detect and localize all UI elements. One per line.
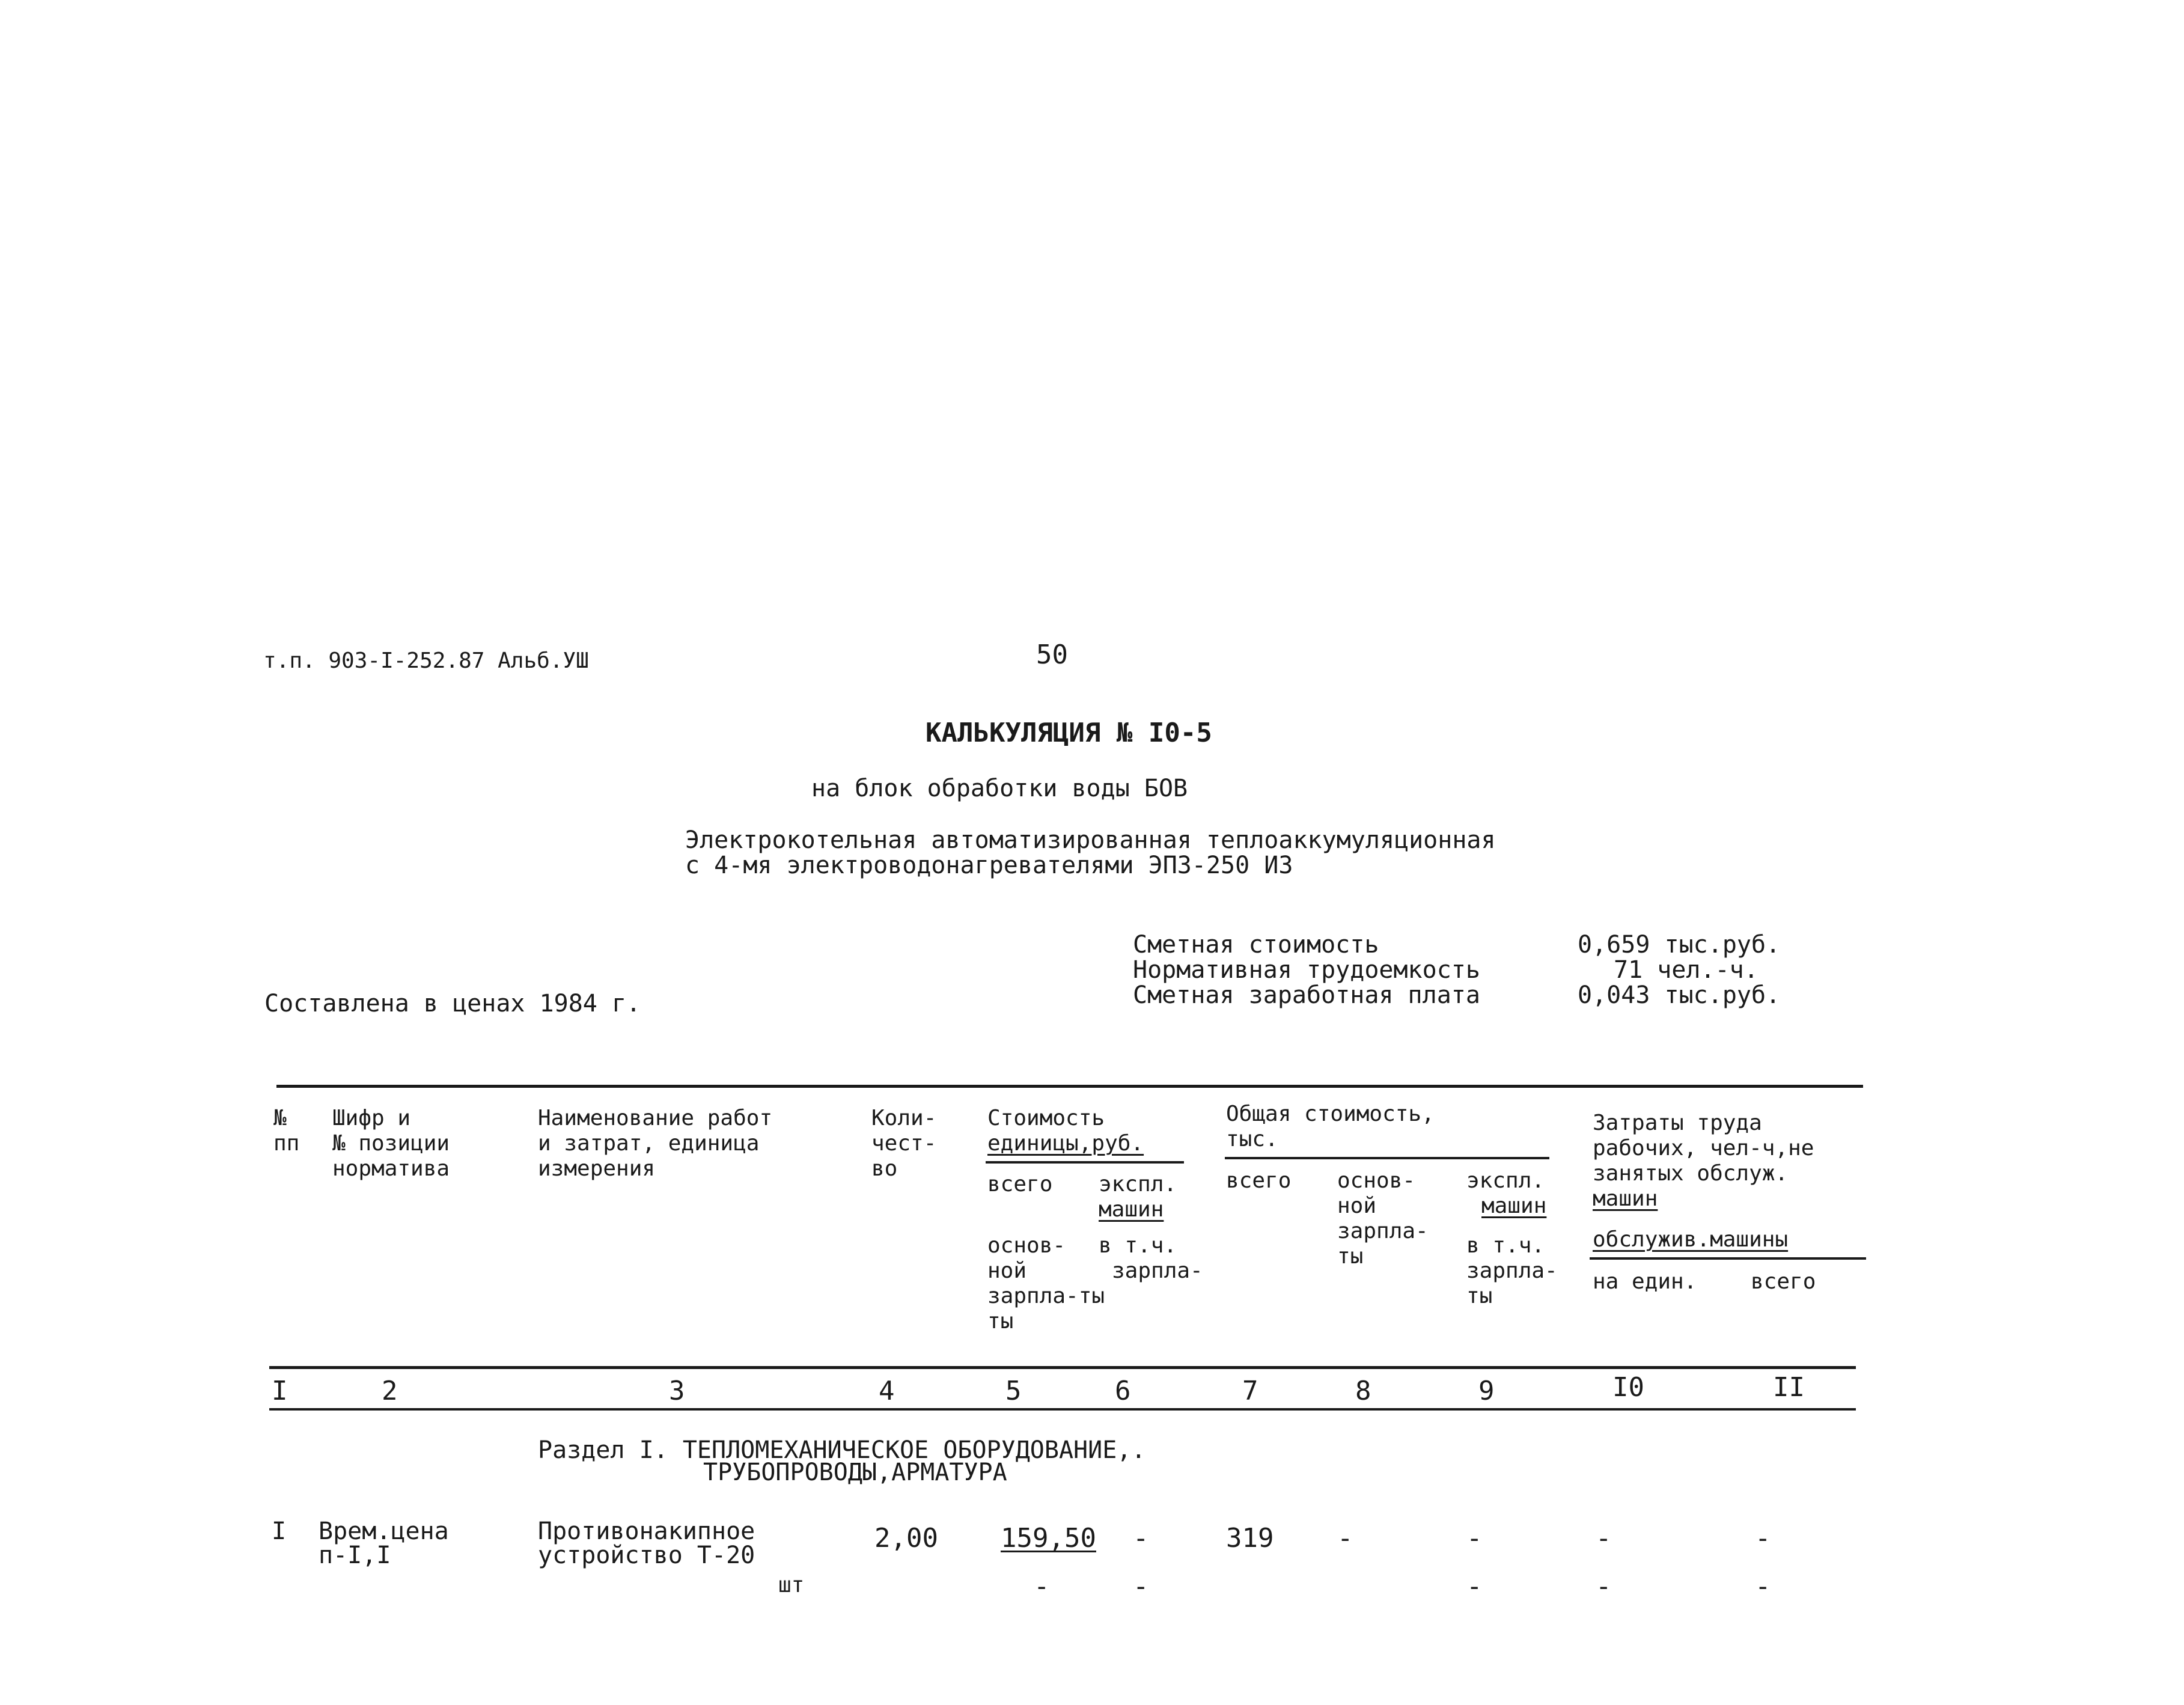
column-number: 9 <box>1478 1376 1495 1406</box>
section-title-line-2: ТРУБОПРОВОДЫ,АРМАТУРА <box>703 1459 1007 1486</box>
row-name-line-1: Противонакипное <box>538 1517 755 1545</box>
header-total-cost-title-2: тыс. <box>1226 1127 1278 1151</box>
header-code-line-1: Шифр и <box>332 1106 411 1130</box>
description-line-2: с 4-мя электроводонагревателями ЭПЗ-250 ИЗ <box>685 852 1293 879</box>
header-total-cost-incl-3: ты <box>1466 1284 1493 1308</box>
header-bottom-rule <box>269 1366 1856 1369</box>
column-number: II <box>1773 1372 1805 1403</box>
table-top-rule <box>276 1085 1863 1088</box>
column-number: I0 <box>1612 1372 1644 1403</box>
row-num: I <box>272 1517 287 1545</box>
row-unit-incl: - <box>1133 1571 1149 1602</box>
row-labor-total-machines: - <box>1755 1571 1771 1602</box>
header-unit-cost-title-1: Стоимость <box>987 1106 1105 1130</box>
header-unit-cost-base-3: зарпла-ты <box>987 1284 1105 1308</box>
header-total-cost-total: всего <box>1226 1168 1292 1193</box>
header-labor-title-1: Затраты труда <box>1593 1111 1762 1135</box>
header-total-cost-mach-2: машин <box>1481 1194 1547 1218</box>
row-unit-mach: - <box>1133 1523 1149 1554</box>
header-total-cost-base-4: ты <box>1337 1244 1364 1269</box>
row-total-incl: - <box>1466 1571 1483 1602</box>
header-labor-machines: обслужив.машины <box>1593 1227 1789 1252</box>
document-code: т.п. 903-I-252.87 Альб.УШ <box>263 648 589 673</box>
header-unit-cost-mach-1: экспл. <box>1099 1172 1177 1197</box>
header-labor-unit: на един. <box>1593 1269 1697 1294</box>
header-name-line-3: измерения <box>538 1156 656 1181</box>
header-unit-cost-incl-3: ты <box>987 1309 1014 1334</box>
header-unit-cost-title-2: единицы,руб. <box>987 1131 1144 1156</box>
column-numbers-rule <box>269 1408 1856 1411</box>
labor-rule <box>1590 1257 1866 1260</box>
column-number: 3 <box>669 1376 685 1406</box>
header-qty-line-3: во <box>871 1156 898 1181</box>
header-code-line-3: норматива <box>332 1156 450 1181</box>
column-number: I <box>272 1376 288 1406</box>
header-unit-cost-base-2: ной <box>987 1258 1027 1283</box>
header-labor-total: всего <box>1751 1269 1816 1294</box>
header-total-cost-base-2: ной <box>1337 1194 1377 1218</box>
summary-label-labor: Нормативная трудоемкость <box>1133 956 1480 984</box>
summary-label-wage: Сметная заработная плата <box>1133 981 1480 1009</box>
header-qty-line-2: чест- <box>871 1131 937 1156</box>
summary-value-labor: 71 чел.-ч. <box>1614 956 1758 984</box>
compiled-note: Составлена в ценах 1984 г. <box>264 990 641 1017</box>
column-number: 4 <box>879 1376 895 1406</box>
column-number: 6 <box>1115 1376 1131 1406</box>
header-unit-cost-incl-2: зарпла- <box>1112 1258 1203 1283</box>
row-total-mach: - <box>1466 1523 1483 1554</box>
row-labor-total: - <box>1755 1523 1771 1554</box>
document-subtitle: на блок обработки воды БОВ <box>811 775 1188 802</box>
row-unit-base: - <box>1034 1571 1050 1602</box>
summary-value-wage: 0,043 тыс.руб. <box>1578 981 1781 1009</box>
row-unit: шт <box>778 1573 805 1597</box>
total-cost-rule <box>1225 1157 1549 1159</box>
document-title: КАЛЬКУЛЯЦИЯ № I0-5 <box>926 718 1212 748</box>
header-code-line-2: № позиции <box>332 1131 450 1156</box>
section-title-line-1: Раздел I. ТЕПЛОМЕХАНИЧЕСКОЕ ОБОРУДОВАНИЕ,. <box>538 1436 1146 1464</box>
column-number: 8 <box>1355 1376 1371 1406</box>
header-unit-cost-base-1: основ- <box>987 1233 1066 1258</box>
unit-cost-rule <box>986 1161 1184 1164</box>
header-num-line-2: пп <box>273 1131 300 1156</box>
header-total-cost-incl-1: в т.ч. <box>1466 1233 1545 1258</box>
header-labor-title-3: занятых обслуж. <box>1593 1161 1789 1186</box>
header-num-line-1: № <box>273 1106 287 1130</box>
header-total-cost-incl-2: зарпла- <box>1466 1258 1558 1283</box>
header-unit-cost-mach-2: машин <box>1099 1197 1164 1222</box>
row-labor-unit: - <box>1596 1523 1612 1554</box>
summary-value-cost: 0,659 тыс.руб. <box>1578 931 1781 959</box>
summary-label-cost: Сметная стоимость <box>1133 931 1379 959</box>
row-labor-unit-machines: - <box>1596 1571 1612 1602</box>
header-name-line-2: и затрат, единица <box>538 1131 760 1156</box>
header-total-cost-title-1: Общая стоимость, <box>1226 1102 1435 1126</box>
header-total-cost-base-1: основ- <box>1337 1168 1416 1193</box>
column-number: 7 <box>1242 1376 1258 1406</box>
row-unit-total: 159,50 <box>1001 1523 1096 1554</box>
header-unit-cost-incl-1: в т.ч. <box>1099 1233 1177 1258</box>
row-name-line-2: устройство Т-20 <box>538 1542 755 1569</box>
column-number: 5 <box>1005 1376 1022 1406</box>
header-unit-cost-total: всего <box>987 1172 1053 1197</box>
header-name-line-1: Наименование работ <box>538 1106 773 1130</box>
row-total-base: - <box>1337 1523 1353 1554</box>
header-total-cost-mach-1: экспл. <box>1466 1168 1545 1193</box>
row-code-line-2: п-I,I <box>319 1542 391 1569</box>
row-total-cost: 319 <box>1226 1523 1274 1554</box>
header-labor-title-4: машин <box>1593 1186 1658 1211</box>
row-qty: 2,00 <box>874 1523 938 1554</box>
page-number: 50 <box>1036 639 1068 670</box>
header-qty-line-1: Коли- <box>871 1106 937 1130</box>
description-line-1: Электрокотельная автоматизированная теплоаккумуляционная <box>685 826 1496 854</box>
column-number: 2 <box>382 1376 398 1406</box>
header-total-cost-base-3: зарпла- <box>1337 1219 1429 1243</box>
header-labor-title-2: рабочих, чел-ч,не <box>1593 1136 1814 1161</box>
row-code-line-1: Врем.цена <box>319 1517 449 1545</box>
